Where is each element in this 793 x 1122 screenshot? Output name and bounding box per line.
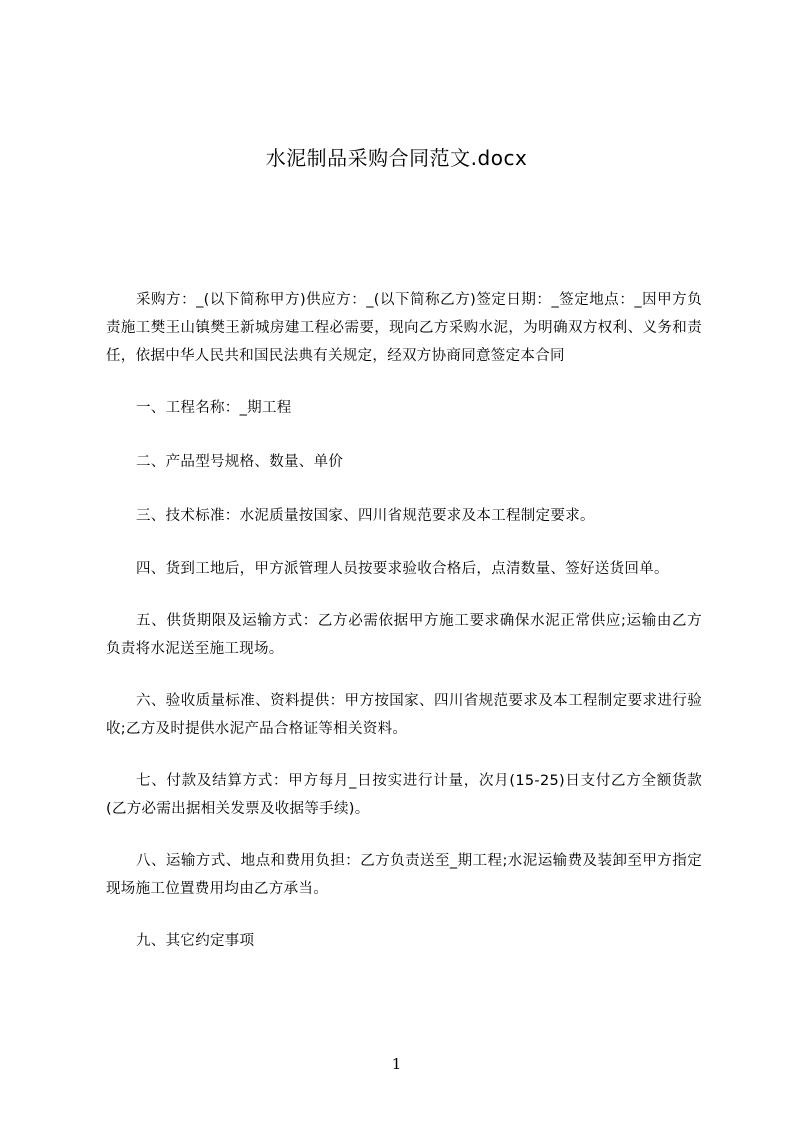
section-project-name: 一、工程名称：_期工程 <box>136 400 292 416</box>
page-number: 1 <box>391 1055 402 1073</box>
section-quality-inspection: 六、验收质量标准、资料提供：甲方按国家、四川省规范要求及本工程制定要求进行验收;乙方及时提供水泥产品合格证等相关资料。 <box>106 693 702 737</box>
section-supply-period: 五、供货期限及运输方式：乙方必需依据甲方施工要求确保水泥正常供应;运输由乙方负责将水泥送至施工现场。 <box>106 613 702 657</box>
section-delivery-acceptance: 四、货到工地后，甲方派管理人员按要求验收合格后，点清数量、签好送货回单。 <box>136 561 669 577</box>
section-other-terms: 九、其它约定事项 <box>136 933 255 949</box>
section-transport-costs: 八、运输方式、地点和费用负担：乙方负责送至_期工程;水泥运输费及装卸至甲方指定现场施工位置费用均由乙方承当。 <box>106 853 702 897</box>
section-product-specs: 二、产品型号规格、数量、单价 <box>136 454 344 470</box>
document-title: 水泥制品采购合同范文.docx <box>265 146 528 170</box>
contract-intro-paragraph: 采购方：_(以下简称甲方)供应方：_(以下简称乙方)签定日期：_签定地点：_因甲方负责施工樊王山镇樊王新城房建工程必需要，现向乙方采购水泥，为明确双方权利、义务和责任，依据中华人民共和国民法典有关规定，经双方协商同意签定本合同 <box>106 292 702 364</box>
section-payment-settlement: 七、付款及结算方式：甲方每月_日按实进行计量，次月(15-25)日支付乙方全额货款(乙方必需出据相关发票及收据等手续)。 <box>106 773 702 817</box>
section-technical-standard: 三、技术标准：水泥质量按国家、四川省规范要求及本工程制定要求。 <box>136 508 595 524</box>
